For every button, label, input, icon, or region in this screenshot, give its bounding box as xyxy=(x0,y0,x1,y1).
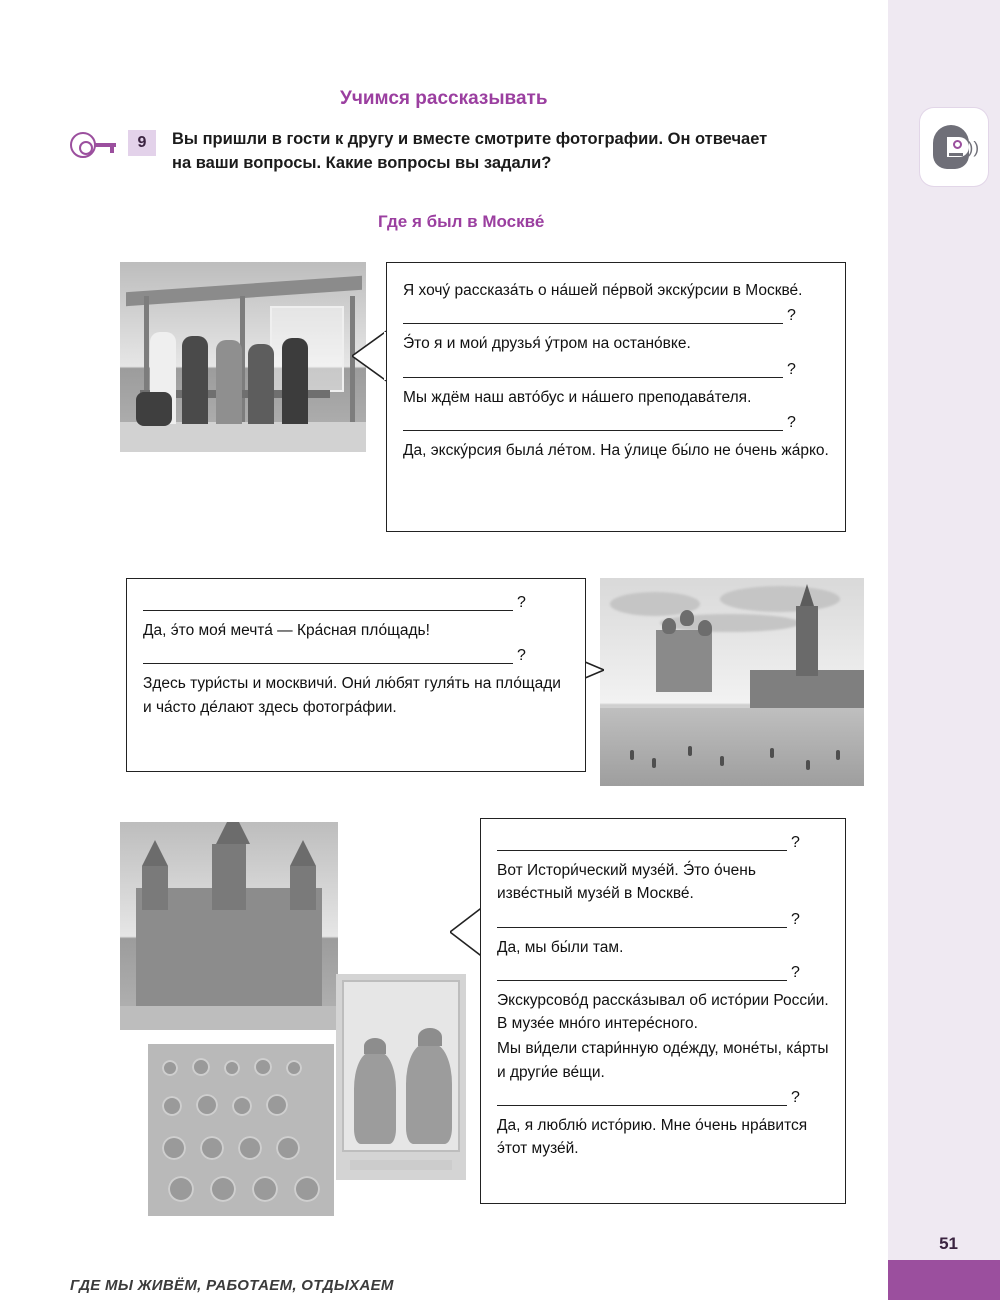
old-coins-photo xyxy=(148,1044,334,1216)
question-blank: ? xyxy=(497,1090,829,1106)
red-square-photo xyxy=(600,578,864,786)
answer-text: Мы ви́дели стари́нную оде́жду, моне́ты, ка́рты и други́е ве́щи. xyxy=(497,1040,829,1081)
story-title: Где я был в Москве́ xyxy=(378,212,545,231)
right-margin-bar xyxy=(888,0,1000,1300)
question-blank: ? xyxy=(403,308,829,324)
question-blank: ? xyxy=(497,965,829,981)
page-number: 51 xyxy=(939,1234,958,1253)
audio-head-icon[interactable] xyxy=(920,108,988,186)
speech-tail-3 xyxy=(450,906,484,958)
question-blank: ? xyxy=(403,415,829,431)
speech-bubble-3 xyxy=(480,818,846,1204)
task-instruction: Вы пришли в гости к другу и вместе смотрите фотографии. Он отвечает на ваши вопросы. Какие вопросы вы задали? xyxy=(172,130,768,172)
answer-text: Здесь тури́сты и москвичи́. Они́ лю́бят гуля́ть на пло́щади и ча́сто де́лают здесь фотогра́фии. xyxy=(143,675,561,716)
question-blank: ? xyxy=(403,362,829,378)
traditional-dresses-photo xyxy=(336,974,466,1180)
students-at-bus-stop-photo xyxy=(120,262,366,452)
answer-text: Экскурсово́д расска́зывал об исто́рии Росси́и. В музе́е мно́го интере́сного. xyxy=(497,991,829,1032)
speaking-head-icon: )) xyxy=(929,121,979,173)
answer-text: Вот Истори́ческий музе́й. Э́то о́чень изве́стный музе́й в Москве́. xyxy=(497,862,756,903)
speech-tail-1 xyxy=(352,330,388,382)
answer-text: Да, экску́рсия была́ ле́том. На у́лице бы́ло не о́чень жа́рко. xyxy=(403,441,829,459)
answer-text: Да, э́то моя́ мечта́ — Кра́сная пло́щадь! xyxy=(143,622,430,639)
speech-bubble-1 xyxy=(386,262,846,532)
footer-chapter-title: ГДЕ МЫ ЖИВЁМ, РАБОТАЕМ, ОТДЫХАЕМ xyxy=(70,1277,394,1294)
question-blank: ? xyxy=(143,648,569,664)
speech-bubble-2 xyxy=(126,578,586,772)
key-icon xyxy=(70,130,116,160)
section-title: Учимся рассказывать xyxy=(340,88,548,109)
answer-text: Мы ждём наш авто́бус и на́шего преподава́теля. xyxy=(403,388,752,406)
footer-accent-bar xyxy=(888,1260,1000,1300)
answer-text: Да, мы бы́ли там. xyxy=(497,938,624,956)
answer-text: Я хочу́ рассказа́ть о на́шей пе́рвой экску́рсии в Москве́. xyxy=(403,282,803,299)
answer-text: Да, я люблю́ исто́рию. Мне о́чень нра́вится э́тот музе́й. xyxy=(497,1116,808,1157)
question-blank: ? xyxy=(497,912,829,928)
answer-text: Э́то я и мои́ друзья́ у́тром на остано́вке. xyxy=(403,335,691,353)
history-museum-photo xyxy=(120,822,338,1030)
task-number: 9 xyxy=(128,130,156,156)
question-blank: ? xyxy=(497,835,829,851)
question-blank: ? xyxy=(143,595,569,611)
